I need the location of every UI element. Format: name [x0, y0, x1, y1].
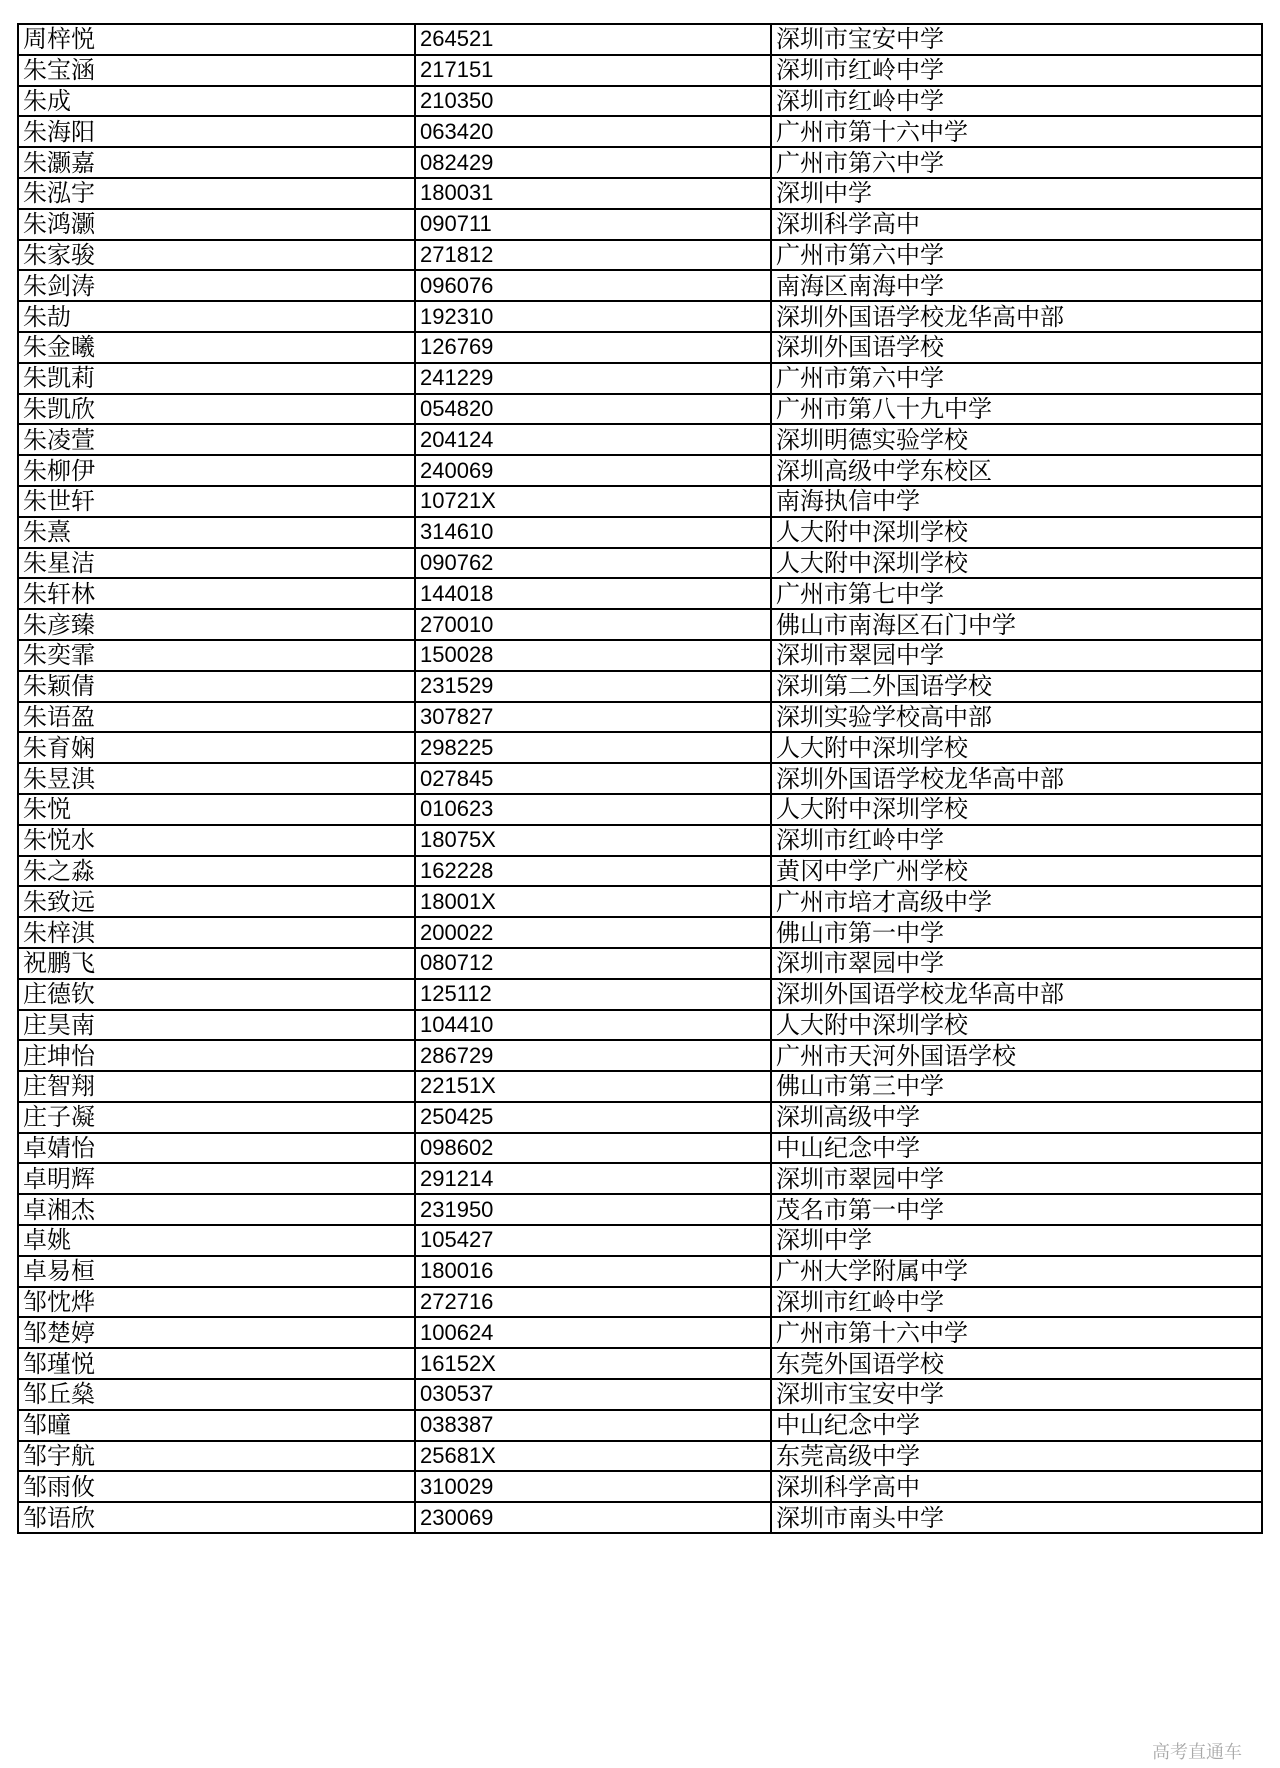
student-name-cell: 朱鸿灏 [18, 209, 415, 240]
table-row [18, 1225, 1262, 1256]
table-row [18, 1317, 1262, 1348]
student-name-cell: 朱金曦 [18, 332, 415, 363]
student-name-cell: 邹雨攸 [18, 1471, 415, 1502]
student-id-cell: 204124 [415, 424, 771, 455]
student-list-table [17, 23, 1263, 1534]
student-id-cell: 18001X [415, 886, 771, 917]
student-id-cell: 270010 [415, 609, 771, 640]
student-name-cell: 朱剑涛 [18, 270, 415, 301]
school-name-cell: 人大附中深圳学校 [771, 548, 1262, 579]
student-id-cell: 230069 [415, 1502, 771, 1533]
school-name-cell: 深圳科学高中 [771, 1471, 1262, 1502]
school-name-cell: 广州市第六中学 [771, 363, 1262, 394]
student-name-cell: 朱凯欣 [18, 394, 415, 425]
table-row [18, 1133, 1262, 1164]
school-name-cell: 茂名市第一中学 [771, 1194, 1262, 1225]
table-row [18, 825, 1262, 856]
student-id-cell: 090711 [415, 209, 771, 240]
table-row [18, 486, 1262, 517]
student-name-cell: 朱悦 [18, 794, 415, 825]
table-row [18, 979, 1262, 1010]
table-row [18, 1348, 1262, 1379]
student-name-cell: 朱凌萱 [18, 424, 415, 455]
table-row [18, 578, 1262, 609]
school-name-cell: 深圳市红岭中学 [771, 825, 1262, 856]
student-name-cell: 朱成 [18, 86, 415, 117]
student-id-cell: 16152X [415, 1348, 771, 1379]
student-id-cell: 241229 [415, 363, 771, 394]
school-name-cell: 深圳市宝安中学 [771, 1379, 1262, 1410]
student-id-cell: 180016 [415, 1256, 771, 1287]
school-name-cell: 深圳第二外国语学校 [771, 671, 1262, 702]
student-id-cell: 010623 [415, 794, 771, 825]
table-row [18, 1256, 1262, 1287]
student-name-cell: 朱之淼 [18, 856, 415, 887]
school-name-cell: 南海执信中学 [771, 486, 1262, 517]
school-name-cell: 人大附中深圳学校 [771, 517, 1262, 548]
school-name-cell: 深圳高级中学 [771, 1102, 1262, 1133]
student-name-cell: 卓婧怡 [18, 1133, 415, 1164]
school-name-cell: 深圳中学 [771, 178, 1262, 209]
student-name-cell: 祝鹏飞 [18, 948, 415, 979]
student-name-cell: 朱星洁 [18, 548, 415, 579]
student-id-cell: 054820 [415, 394, 771, 425]
school-name-cell: 南海区南海中学 [771, 270, 1262, 301]
student-id-cell: 271812 [415, 240, 771, 271]
student-name-cell: 朱柳伊 [18, 455, 415, 486]
student-name-cell: 朱海阳 [18, 116, 415, 147]
student-name-cell: 朱悦水 [18, 825, 415, 856]
student-name-cell: 邹语欣 [18, 1502, 415, 1533]
table-row [18, 1441, 1262, 1472]
table-row [18, 763, 1262, 794]
school-name-cell: 广州市培才高级中学 [771, 886, 1262, 917]
student-name-cell: 庄坤怡 [18, 1040, 415, 1071]
school-name-cell: 广州市第八十九中学 [771, 394, 1262, 425]
student-name-cell: 卓明辉 [18, 1163, 415, 1194]
student-name-cell: 庄德钦 [18, 979, 415, 1010]
table-row [18, 1379, 1262, 1410]
student-name-cell: 朱宝涵 [18, 55, 415, 86]
student-id-cell: 22151X [415, 1071, 771, 1102]
student-name-cell: 朱灏嘉 [18, 147, 415, 178]
table-row [18, 702, 1262, 733]
school-name-cell: 深圳科学高中 [771, 209, 1262, 240]
student-id-cell: 100624 [415, 1317, 771, 1348]
table-row [18, 240, 1262, 271]
student-name-cell: 朱世轩 [18, 486, 415, 517]
student-id-cell: 180031 [415, 178, 771, 209]
school-name-cell: 广州市第六中学 [771, 240, 1262, 271]
student-id-cell: 027845 [415, 763, 771, 794]
table-row [18, 732, 1262, 763]
school-name-cell: 深圳外国语学校龙华高中部 [771, 979, 1262, 1010]
student-id-cell: 162228 [415, 856, 771, 887]
table-row [18, 1010, 1262, 1041]
table-row [18, 640, 1262, 671]
student-name-cell: 邹丘燊 [18, 1379, 415, 1410]
student-id-cell: 314610 [415, 517, 771, 548]
student-id-cell: 126769 [415, 332, 771, 363]
school-name-cell: 广州市天河外国语学校 [771, 1040, 1262, 1071]
table-row [18, 116, 1262, 147]
student-name-cell: 朱奕霏 [18, 640, 415, 671]
table-row [18, 424, 1262, 455]
table-row [18, 948, 1262, 979]
school-name-cell: 人大附中深圳学校 [771, 1010, 1262, 1041]
school-name-cell: 深圳市宝安中学 [771, 24, 1262, 55]
student-id-cell: 150028 [415, 640, 771, 671]
student-id-cell: 104410 [415, 1010, 771, 1041]
student-id-cell: 090762 [415, 548, 771, 579]
student-id-cell: 063420 [415, 116, 771, 147]
table-row [18, 1040, 1262, 1071]
table-row [18, 1471, 1262, 1502]
school-name-cell: 深圳市红岭中学 [771, 1287, 1262, 1318]
student-name-cell: 朱致远 [18, 886, 415, 917]
table-row [18, 209, 1262, 240]
student-id-cell: 286729 [415, 1040, 771, 1071]
table-row [18, 301, 1262, 332]
student-id-cell: 210350 [415, 86, 771, 117]
student-name-cell: 朱家骏 [18, 240, 415, 271]
student-name-cell: 朱凯莉 [18, 363, 415, 394]
student-id-cell: 240069 [415, 455, 771, 486]
table-row [18, 332, 1262, 363]
table-row [18, 609, 1262, 640]
watermark-text: 高考直通车 [1152, 1742, 1242, 1763]
school-name-cell: 中山纪念中学 [771, 1133, 1262, 1164]
school-name-cell: 东莞高级中学 [771, 1441, 1262, 1472]
student-name-cell: 朱语盈 [18, 702, 415, 733]
student-id-cell: 25681X [415, 1441, 771, 1472]
school-name-cell: 佛山市第一中学 [771, 917, 1262, 948]
school-name-cell: 深圳外国语学校龙华高中部 [771, 301, 1262, 332]
table-row [18, 178, 1262, 209]
school-name-cell: 深圳市红岭中学 [771, 86, 1262, 117]
table-row [18, 1287, 1262, 1318]
school-name-cell: 深圳高级中学东校区 [771, 455, 1262, 486]
school-name-cell: 广州大学附属中学 [771, 1256, 1262, 1287]
table-row [18, 55, 1262, 86]
school-name-cell: 广州市第七中学 [771, 578, 1262, 609]
table-row [18, 363, 1262, 394]
table-row [18, 917, 1262, 948]
student-id-cell: 080712 [415, 948, 771, 979]
student-name-cell: 邹宇航 [18, 1441, 415, 1472]
table-row [18, 455, 1262, 486]
student-id-cell: 10721X [415, 486, 771, 517]
student-id-cell: 125112 [415, 979, 771, 1010]
school-name-cell: 深圳外国语学校龙华高中部 [771, 763, 1262, 794]
student-name-cell: 朱梓淇 [18, 917, 415, 948]
student-name-cell: 邹曈 [18, 1410, 415, 1441]
school-name-cell: 佛山市第三中学 [771, 1071, 1262, 1102]
student-id-cell: 038387 [415, 1410, 771, 1441]
student-name-cell: 卓易桓 [18, 1256, 415, 1287]
student-id-cell: 096076 [415, 270, 771, 301]
table-row [18, 270, 1262, 301]
student-id-cell: 250425 [415, 1102, 771, 1133]
student-name-cell: 朱泓宇 [18, 178, 415, 209]
student-name-cell: 朱轩林 [18, 578, 415, 609]
table-row [18, 1163, 1262, 1194]
school-name-cell: 深圳市南头中学 [771, 1502, 1262, 1533]
table-row [18, 856, 1262, 887]
student-id-cell: 298225 [415, 732, 771, 763]
student-id-cell: 098602 [415, 1133, 771, 1164]
student-id-cell: 105427 [415, 1225, 771, 1256]
student-id-cell: 082429 [415, 147, 771, 178]
student-name-cell: 周梓悦 [18, 24, 415, 55]
table-row [18, 147, 1262, 178]
student-id-cell: 144018 [415, 578, 771, 609]
student-id-cell: 307827 [415, 702, 771, 733]
school-name-cell: 中山纪念中学 [771, 1410, 1262, 1441]
student-name-cell: 朱劼 [18, 301, 415, 332]
school-name-cell: 黄冈中学广州学校 [771, 856, 1262, 887]
table-row [18, 1071, 1262, 1102]
school-name-cell: 广州市第六中学 [771, 147, 1262, 178]
school-name-cell: 深圳中学 [771, 1225, 1262, 1256]
school-name-cell: 广州市第十六中学 [771, 116, 1262, 147]
table-row [18, 86, 1262, 117]
student-name-cell: 邹瑾悦 [18, 1348, 415, 1379]
student-id-cell: 231950 [415, 1194, 771, 1225]
school-name-cell: 东莞外国语学校 [771, 1348, 1262, 1379]
school-name-cell: 深圳实验学校高中部 [771, 702, 1262, 733]
table-row [18, 1194, 1262, 1225]
student-name-cell: 卓湘杰 [18, 1194, 415, 1225]
table-row [18, 1410, 1262, 1441]
table-row [18, 1502, 1262, 1533]
student-id-cell: 310029 [415, 1471, 771, 1502]
student-name-cell: 朱彦臻 [18, 609, 415, 640]
school-name-cell: 深圳市翠园中学 [771, 640, 1262, 671]
table-row [18, 886, 1262, 917]
school-name-cell: 深圳外国语学校 [771, 332, 1262, 363]
table-row [18, 794, 1262, 825]
student-id-cell: 217151 [415, 55, 771, 86]
student-id-cell: 200022 [415, 917, 771, 948]
student-id-cell: 291214 [415, 1163, 771, 1194]
table-row [18, 517, 1262, 548]
student-id-cell: 192310 [415, 301, 771, 332]
student-id-cell: 18075X [415, 825, 771, 856]
school-name-cell: 深圳市翠园中学 [771, 948, 1262, 979]
student-name-cell: 邹忱烨 [18, 1287, 415, 1318]
table-row [18, 394, 1262, 425]
student-name-cell: 朱熹 [18, 517, 415, 548]
school-name-cell: 深圳市红岭中学 [771, 55, 1262, 86]
student-name-cell: 庄昊南 [18, 1010, 415, 1041]
student-name-cell: 邹楚婷 [18, 1317, 415, 1348]
school-name-cell: 人大附中深圳学校 [771, 794, 1262, 825]
school-name-cell: 广州市第十六中学 [771, 1317, 1262, 1348]
student-list-body [18, 24, 1262, 1533]
school-name-cell: 佛山市南海区石门中学 [771, 609, 1262, 640]
school-name-cell: 深圳市翠园中学 [771, 1163, 1262, 1194]
table-row [18, 24, 1262, 55]
student-name-cell: 朱颖倩 [18, 671, 415, 702]
student-name-cell: 庄智翔 [18, 1071, 415, 1102]
student-name-cell: 朱昱淇 [18, 763, 415, 794]
student-id-cell: 272716 [415, 1287, 771, 1318]
student-id-cell: 231529 [415, 671, 771, 702]
school-name-cell: 深圳明德实验学校 [771, 424, 1262, 455]
table-row [18, 671, 1262, 702]
student-name-cell: 卓姚 [18, 1225, 415, 1256]
student-id-cell: 030537 [415, 1379, 771, 1410]
school-name-cell: 人大附中深圳学校 [771, 732, 1262, 763]
student-id-cell: 264521 [415, 24, 771, 55]
student-name-cell: 朱育娴 [18, 732, 415, 763]
table-row [18, 548, 1262, 579]
student-name-cell: 庄子凝 [18, 1102, 415, 1133]
table-row [18, 1102, 1262, 1133]
